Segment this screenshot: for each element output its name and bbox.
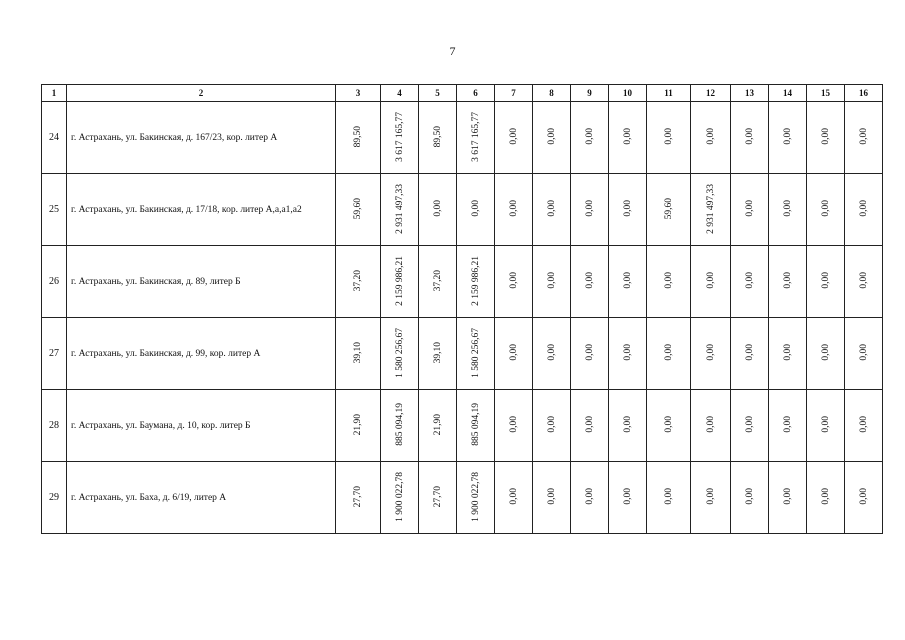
address-cell: г. Астрахань, ул. Бакинская, д. 99, кор. литер А <box>67 318 336 390</box>
value-cell <box>769 246 807 318</box>
value-cell <box>845 390 883 462</box>
column-header: 4 <box>381 85 419 102</box>
row-number: 27 <box>42 318 67 390</box>
value-text: 0,00 <box>546 488 557 505</box>
value-text: 0,00 <box>782 416 793 433</box>
value-cell <box>609 246 647 318</box>
value-cell <box>609 462 647 534</box>
value-text: 1 900 022,78 <box>470 471 481 522</box>
value-text: 21,90 <box>432 413 443 436</box>
row-number: 28 <box>42 390 67 462</box>
value-cell <box>495 390 533 462</box>
value-cell <box>419 318 457 390</box>
value-cell <box>381 462 419 534</box>
value-text: 1 580 256,67 <box>470 327 481 378</box>
header-row <box>42 85 883 102</box>
value-text: 0,00 <box>705 416 716 433</box>
value-cell <box>769 318 807 390</box>
value-text: 37,20 <box>432 269 443 292</box>
value-cell <box>336 246 381 318</box>
value-text: 37,20 <box>353 269 363 292</box>
value-cell <box>647 102 691 174</box>
value-text: 0,00 <box>584 488 595 505</box>
value-text: 0,00 <box>858 488 869 505</box>
value-cell <box>845 102 883 174</box>
value-cell <box>381 102 419 174</box>
value-text: 2 931 497,33 <box>394 183 405 234</box>
value-text: 0,00 <box>546 416 557 433</box>
value-text: 0,00 <box>546 128 557 145</box>
value-cell <box>691 246 731 318</box>
value-cell <box>336 390 381 462</box>
address-cell: г. Астрахань, ул. Баха, д. 6/19, литер А <box>67 462 336 534</box>
value-cell <box>533 318 571 390</box>
value-cell <box>533 246 571 318</box>
column-header: 2 <box>67 85 336 102</box>
table-row <box>42 462 883 534</box>
column-header: 14 <box>769 85 807 102</box>
value-cell <box>381 318 419 390</box>
value-text: 0,00 <box>744 416 755 433</box>
value-text: 0,00 <box>782 200 793 217</box>
value-cell <box>571 102 609 174</box>
value-text: 0,00 <box>470 200 481 217</box>
column-header: 15 <box>807 85 845 102</box>
value-cell <box>731 102 769 174</box>
value-text: 0,00 <box>584 128 595 145</box>
value-cell <box>647 246 691 318</box>
value-cell <box>731 318 769 390</box>
table-row <box>42 390 883 462</box>
column-header: 6 <box>457 85 495 102</box>
value-text: 0,00 <box>858 272 869 289</box>
column-header: 10 <box>609 85 647 102</box>
value-cell <box>495 246 533 318</box>
value-cell <box>533 462 571 534</box>
value-text: 89,50 <box>353 125 363 148</box>
value-text: 0,00 <box>432 200 443 217</box>
value-text: 0,00 <box>705 128 716 145</box>
value-text: 1 900 022,78 <box>394 471 405 522</box>
value-cell <box>419 246 457 318</box>
value-cell <box>769 102 807 174</box>
value-cell <box>691 102 731 174</box>
value-text: 0,00 <box>663 128 674 145</box>
address-cell: г. Астрахань, ул. Бакинская, д. 17/18, кор. литер А,а,а1,а2 <box>67 174 336 246</box>
value-text: 0,00 <box>584 272 595 289</box>
value-text: 0,00 <box>546 344 557 361</box>
value-cell <box>457 390 495 462</box>
value-cell <box>495 318 533 390</box>
value-cell <box>691 462 731 534</box>
column-header: 1 <box>42 85 67 102</box>
value-cell <box>731 390 769 462</box>
table-row <box>42 246 883 318</box>
value-text: 0,00 <box>782 128 793 145</box>
value-cell <box>336 102 381 174</box>
value-cell <box>419 390 457 462</box>
value-text: 2 159 986,21 <box>394 255 405 306</box>
column-header: 13 <box>731 85 769 102</box>
value-cell <box>691 390 731 462</box>
value-text: 0,00 <box>820 272 831 289</box>
value-text: 0,00 <box>584 344 595 361</box>
value-cell <box>807 246 845 318</box>
value-cell <box>731 246 769 318</box>
value-cell <box>457 246 495 318</box>
value-cell <box>845 318 883 390</box>
value-cell <box>571 246 609 318</box>
value-text: 0,00 <box>508 272 519 289</box>
address-cell: г. Астрахань, ул. Бакинская, д. 89, литер Б <box>67 246 336 318</box>
value-text: 0,00 <box>584 200 595 217</box>
value-cell <box>381 246 419 318</box>
value-text: 0,00 <box>584 416 595 433</box>
value-text: 2 931 497,33 <box>705 183 716 234</box>
value-text: 0,00 <box>744 200 755 217</box>
value-cell <box>691 174 731 246</box>
value-cell <box>769 462 807 534</box>
value-text: 0,00 <box>820 200 831 217</box>
value-text: 0,00 <box>705 344 716 361</box>
value-text: 0,00 <box>782 488 793 505</box>
value-text: 0,00 <box>663 416 674 433</box>
value-cell <box>533 390 571 462</box>
value-cell <box>731 462 769 534</box>
value-cell <box>533 102 571 174</box>
column-header: 12 <box>691 85 731 102</box>
value-cell <box>845 462 883 534</box>
value-text: 0,00 <box>820 344 831 361</box>
value-text: 59,60 <box>663 197 674 220</box>
value-cell <box>571 318 609 390</box>
value-cell <box>381 390 419 462</box>
value-cell <box>457 462 495 534</box>
value-cell <box>381 174 419 246</box>
value-text: 0,00 <box>782 272 793 289</box>
value-text: 0,00 <box>744 272 755 289</box>
value-text: 0,00 <box>508 488 519 505</box>
value-cell <box>647 318 691 390</box>
value-text: 0,00 <box>858 200 869 217</box>
value-text: 89,50 <box>432 125 443 148</box>
value-cell <box>647 390 691 462</box>
value-text: 885 094,19 <box>470 403 481 446</box>
value-cell <box>336 462 381 534</box>
value-cell <box>495 462 533 534</box>
value-text: 0,00 <box>858 416 869 433</box>
value-cell <box>336 318 381 390</box>
value-cell <box>457 102 495 174</box>
value-text: 0,00 <box>546 272 557 289</box>
table-row <box>42 318 883 390</box>
value-cell <box>495 174 533 246</box>
column-header: 9 <box>571 85 609 102</box>
column-header: 7 <box>495 85 533 102</box>
value-text: 0,00 <box>663 488 674 505</box>
value-cell <box>571 390 609 462</box>
value-text: 39,10 <box>353 341 363 364</box>
value-cell <box>807 462 845 534</box>
value-cell <box>845 246 883 318</box>
value-text: 0,00 <box>622 272 633 289</box>
value-text: 0,00 <box>782 344 793 361</box>
value-text: 885 094,19 <box>394 403 405 446</box>
value-cell <box>807 318 845 390</box>
value-text: 3 617 165,77 <box>470 111 481 162</box>
value-text: 0,00 <box>858 344 869 361</box>
value-cell <box>609 390 647 462</box>
value-cell <box>807 174 845 246</box>
value-text: 0,00 <box>622 344 633 361</box>
column-header: 5 <box>419 85 457 102</box>
row-number: 26 <box>42 246 67 318</box>
value-cell <box>691 318 731 390</box>
value-text: 59,60 <box>353 197 363 220</box>
value-cell <box>495 102 533 174</box>
value-cell <box>457 174 495 246</box>
value-cell <box>647 462 691 534</box>
value-text: 0,00 <box>508 128 519 145</box>
row-number: 24 <box>42 102 67 174</box>
value-text: 0,00 <box>508 416 519 433</box>
value-text: 0,00 <box>546 200 557 217</box>
value-cell <box>769 174 807 246</box>
value-text: 0,00 <box>744 128 755 145</box>
value-text: 3 617 165,77 <box>394 111 405 162</box>
value-text: 1 580 256,67 <box>394 327 405 378</box>
value-text: 0,00 <box>622 200 633 217</box>
value-cell <box>533 174 571 246</box>
value-cell <box>419 102 457 174</box>
value-cell <box>336 174 381 246</box>
value-text: 0,00 <box>622 416 633 433</box>
value-text: 21,90 <box>353 413 363 436</box>
value-cell <box>769 390 807 462</box>
value-text: 0,00 <box>622 488 633 505</box>
value-cell <box>609 174 647 246</box>
value-text: 27,70 <box>432 485 443 508</box>
value-text: 0,00 <box>622 128 633 145</box>
value-text: 0,00 <box>744 344 755 361</box>
value-cell <box>609 102 647 174</box>
page-number: 7 <box>449 44 456 58</box>
value-cell <box>609 318 647 390</box>
value-text: 0,00 <box>744 488 755 505</box>
value-cell <box>571 462 609 534</box>
column-header: 16 <box>845 85 883 102</box>
value-cell <box>807 390 845 462</box>
value-text: 27,70 <box>353 485 363 508</box>
value-text: 0,00 <box>508 344 519 361</box>
value-text: 2 159 986,21 <box>470 255 481 306</box>
value-text: 39,10 <box>432 341 443 364</box>
column-header: 3 <box>336 85 381 102</box>
value-text: 0,00 <box>508 200 519 217</box>
table-row <box>42 174 883 246</box>
row-number: 25 <box>42 174 67 246</box>
value-cell <box>419 462 457 534</box>
value-cell <box>571 174 609 246</box>
table-row <box>42 102 883 174</box>
value-text: 0,00 <box>858 128 869 145</box>
value-cell <box>845 174 883 246</box>
value-text: 0,00 <box>705 272 716 289</box>
value-cell <box>457 318 495 390</box>
value-text: 0,00 <box>705 488 716 505</box>
value-cell <box>647 174 691 246</box>
address-cell: г. Астрахань, ул. Баумана, д. 10, кор. литер Б <box>67 390 336 462</box>
value-text: 0,00 <box>663 344 674 361</box>
address-cell: г. Астрахань, ул. Бакинская, д. 167/23, кор. литер А <box>67 102 336 174</box>
value-text: 0,00 <box>820 416 831 433</box>
column-header: 11 <box>647 85 691 102</box>
value-cell <box>419 174 457 246</box>
value-cell <box>807 102 845 174</box>
row-number: 29 <box>42 462 67 534</box>
column-header: 8 <box>533 85 571 102</box>
value-text: 0,00 <box>820 128 831 145</box>
value-text: 0,00 <box>663 272 674 289</box>
property-table <box>41 84 883 534</box>
value-cell <box>731 174 769 246</box>
value-text: 0,00 <box>820 488 831 505</box>
